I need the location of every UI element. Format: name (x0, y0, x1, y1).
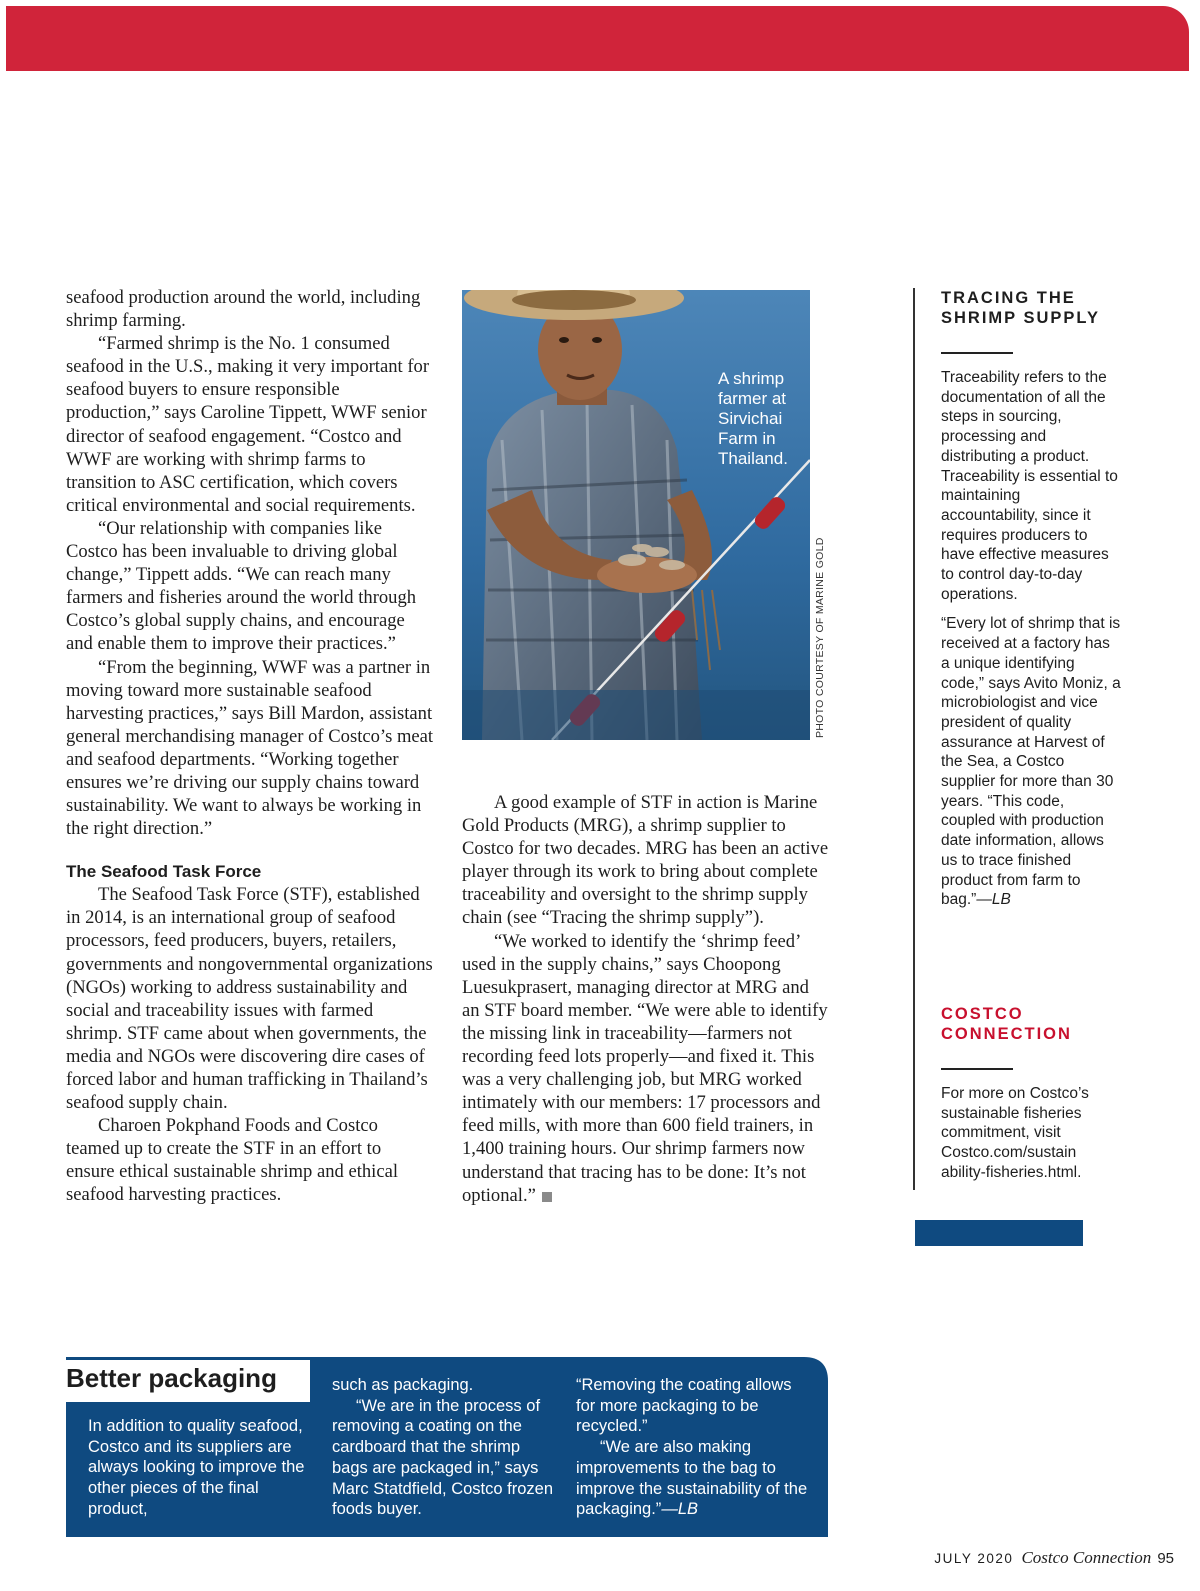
packaging-paragraph: “We are in the process of removing a coating on the cardboard that the shrimp bags are packaged in,” says Marc Statdfield, Costco frozen foods buyer. (332, 1396, 554, 1519)
photo-caption: A shrimp farmer at Sirvichai Farm in Thailand. (718, 369, 788, 468)
paragraph: Charoen Pokphand Foods and Costco teamed up to create the STF in an effort to ensure ethical sustainable shrimp and ethical seafood harvesting practices. (66, 1115, 398, 1206)
packaging-paragraph: “Removing the coating allows for more packaging to be recycled.” (576, 1376, 792, 1436)
magazine-name: Costco Connection (1021, 1548, 1152, 1567)
page-number: 95 (1157, 1550, 1174, 1567)
shrimp-farmer-photo (462, 290, 810, 740)
sidebar-title (941, 288, 1121, 328)
paragraph: “Our relationship with companies like Costco has been invaluable to driving global change,” Tippett adds. “We can reach many farmers and fisheries around the world through Costco’s global supply chains, and encourage and enable them to improve their practices.” (66, 517, 417, 655)
sidebar-divider (941, 352, 1013, 354)
packaging-signature: —LB (661, 1500, 698, 1519)
packaging-column-3 (576, 1375, 808, 1520)
sidebar-rule (913, 288, 915, 1190)
page-footer (934, 1548, 1174, 1568)
connection-divider (941, 1068, 1013, 1070)
paragraph: “From the beginning, WWF was a partner in moving toward more sustainable seafood harvesting practices,” says Bill Mardon, assistant general merchandising manager of Costco’s meat and seafood departments. “Working together ensures we’re driving our supply chains toward sustainability. We want to always be working in the right direction.” (66, 656, 434, 840)
paragraph: A good example of STF in action is Marine Gold Products (MRG), a shrimp supplier to Costco for two decades. MRG has been an active player through its work to bring about complete traceability and oversight to the shrimp supply chain (see “Tracing the shrimp supply”). (462, 792, 829, 929)
connection-text: For more on Costco’s sustainable fisheries commitment, visit Costco.com/sustain ability-fisheries.html. (941, 1084, 1089, 1181)
packaging-column-2 (332, 1375, 560, 1520)
paragraph-text: “We worked to identify the ‘shrimp feed’ used in the supply chains,” says Choopong Luesukprasert, managing director at MRG and an STF board member. “We were able to identify the missing link in traceability—farmers not recording feed lots properly—and fixed it. This was a very challenging job, but MRG worked intimately with our members: 17 processors and feed mills, with more than 600 field trainers, in 1,400 training hours. Our shrimp farmers now understand that tracing has to be done: It’s not optional.” (462, 930, 828, 1206)
paragraph: “Farmed shrimp is the No. 1 consumed seafood in the U.S., making it very important for seafood buyers to ensure responsible production,” says Caroline Tippett, WWF senior director of seafood engagement. “Costco and WWF are working with shrimp farms to transition to ASC certification, which covers critical environmental and social requirements. (66, 333, 430, 516)
sidebar-signature: —LB (976, 891, 1011, 909)
tracing-sidebar (941, 288, 1121, 1183)
top-banner (6, 6, 1189, 71)
article-left-column (66, 286, 434, 1207)
sidebar-title-line: TRACING THE (941, 289, 1076, 307)
paragraph: seafood production around the world, including shrimp farming. (66, 287, 421, 332)
sidebar-paragraph: Traceability refers to the documentation of all the steps in sourcing, processing and distributing a product. Traceability is essential to maintaining accountability, since it requires producers to have effective measures to control day-to-day operations. (941, 369, 1118, 603)
costco-connection-title (941, 1004, 1121, 1044)
packaging-heading: Better packaging (66, 1360, 310, 1402)
connection-title-line: COSTCO (941, 1004, 1024, 1023)
packaging-paragraph: In addition to quality seafood, Costco and its suppliers are always looking to improve the other pieces of the final product, (88, 1417, 305, 1518)
connection-title-line: CONNECTION (941, 1024, 1072, 1043)
end-mark-icon (542, 1192, 552, 1202)
sidebar-title-line: SHRIMP SUPPLY (941, 309, 1100, 327)
packaging-quote: “We are also making improvements to the bag to improve the sustainability of the packaging.” (576, 1438, 808, 1519)
section-subhead: The Seafood Task Force (66, 862, 262, 882)
paragraph (462, 930, 830, 1207)
sidebar-quote: “Every lot of shrimp that is received at a factory has a unique identifying code,” says Avito Moniz, a microbiologist and vice president of quality assurance at Harvest of the Sea, a Costco supplier for more than 30 years. “This code, coupled with production date information, allows us to trace finished product from farm to bag.” (941, 615, 1121, 909)
photo-credit: PHOTO COURTESY OF MARINE GOLD (814, 537, 826, 738)
blue-accent-bar (915, 1220, 1083, 1246)
packaging-column-1 (88, 1416, 310, 1520)
paragraph: The Seafood Task Force (STF), established in 2014, is an international group of seafood processors, feed producers, buyers, retailers, governments and nongovernmental organizations (NGOs) working to address sustainability and social and traceability issues with farmed shrimp. STF came about when governments, the media and NGOs were discovering dire cases of forced labor and human trafficking in Thailand’s seafood supply chain. (66, 884, 433, 1114)
packaging-paragraph: such as packaging. (332, 1376, 474, 1394)
photo-illustration (462, 290, 810, 740)
article-middle-column (462, 791, 830, 1207)
packaging-paragraph (576, 1437, 808, 1520)
sidebar-paragraph (941, 614, 1121, 910)
issue-date: JULY 2020 (934, 1551, 1014, 1566)
